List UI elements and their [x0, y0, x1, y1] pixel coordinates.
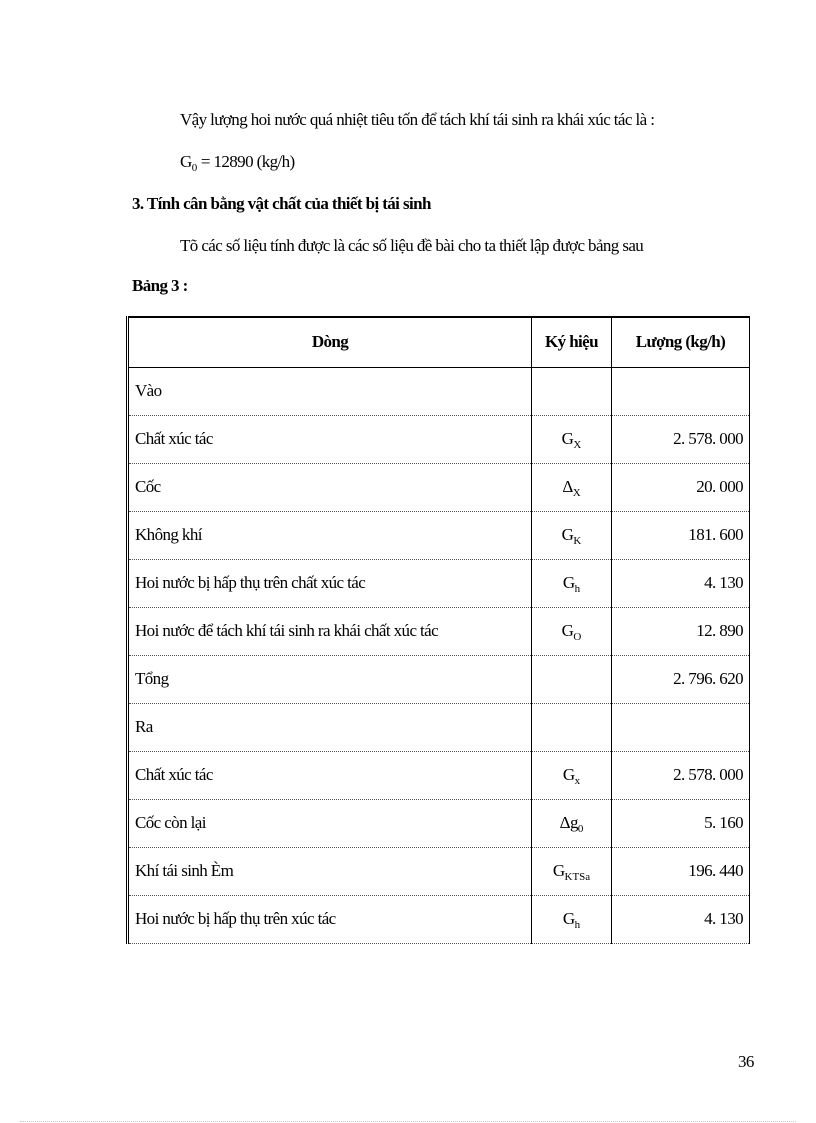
row-amount: [612, 367, 750, 415]
table-row: [128, 511, 750, 559]
section-heading: 3. Tính cân bằng vật chất của thiết bị tái sinh: [132, 194, 431, 213]
row-stream-name: Cốc: [128, 463, 532, 511]
table-row: [128, 895, 750, 943]
footer-rule: [20, 1121, 796, 1122]
row-stream-name: Chất xúc tác: [128, 751, 532, 799]
row-stream-name: Không khí: [128, 511, 532, 559]
table-row: [128, 367, 750, 415]
row-symbol: [532, 415, 612, 463]
row-symbol: [532, 847, 612, 895]
row-symbol: [532, 751, 612, 799]
table-row: [128, 559, 750, 607]
row-symbol: [532, 655, 612, 703]
table-header-row: [128, 317, 750, 367]
row-symbol: [532, 511, 612, 559]
table-row: [128, 463, 750, 511]
row-amount: 2. 578. 000: [612, 751, 750, 799]
row-amount: 4. 130: [612, 895, 750, 943]
row-symbol-main: G: [562, 909, 575, 928]
row-stream-name: Ra: [128, 703, 532, 751]
balance-table-container: [124, 314, 750, 960]
balance-table: [126, 316, 750, 944]
row-amount: 196. 440: [612, 847, 750, 895]
row-symbol-subscript: X: [572, 487, 581, 499]
header-amount: Lượng (kg/h): [612, 317, 750, 367]
row-symbol: [532, 895, 612, 943]
row-symbol-main: G: [561, 621, 574, 640]
row-amount: 181. 600: [612, 511, 750, 559]
formula: [180, 152, 295, 172]
row-stream-name: Hoi nước bị hấp thụ trên chất xúc tác: [128, 559, 532, 607]
row-amount: 20. 000: [612, 463, 750, 511]
row-stream-name: Tổng: [128, 655, 532, 703]
formula-rhs: = 12890 (kg/h): [200, 152, 295, 171]
table-row: [128, 607, 750, 655]
table-row: [128, 655, 750, 703]
row-amount: 2. 796. 620: [612, 655, 750, 703]
row-symbol: [532, 607, 612, 655]
row-stream-name: Cốc còn lại: [128, 799, 532, 847]
row-amount: 2. 578. 000: [612, 415, 750, 463]
row-stream-name: Hoi nước để tách khí tái sinh ra khái chất xúc tác: [128, 607, 532, 655]
row-symbol-subscript: x: [574, 775, 581, 787]
row-symbol: [532, 559, 612, 607]
row-stream-name: Khí tái sinh Èm: [128, 847, 532, 895]
table-row: [128, 751, 750, 799]
row-symbol-main: Δ: [562, 477, 573, 496]
row-symbol: [532, 367, 612, 415]
row-stream-name: Vào: [128, 367, 532, 415]
table-row: [128, 415, 750, 463]
row-symbol-main: G: [552, 861, 565, 880]
row-amount: 5. 160: [612, 799, 750, 847]
row-stream-name: Chất xúc tác: [128, 415, 532, 463]
intro-sentence: Vậy lượng hoi nước quá nhiệt tiêu tốn để tách khí tái sinh ra khái xúc tác là :: [180, 110, 655, 129]
row-symbol: [532, 703, 612, 751]
header-stream: Dòng: [128, 317, 532, 367]
row-amount: 4. 130: [612, 559, 750, 607]
row-symbol-main: Δg: [559, 813, 578, 832]
table-caption: Bảng 3 :: [132, 276, 188, 295]
header-symbol: Ký hiệu: [532, 317, 612, 367]
page-number: 36: [738, 1052, 754, 1071]
section-paragraph: Tõ các số liệu tính được là các số liệu đề bài cho ta thiết lập được bảng sau: [180, 236, 644, 255]
row-symbol-main: G: [561, 525, 574, 544]
table-row: [128, 847, 750, 895]
row-symbol: [532, 799, 612, 847]
formula-subscript: 0: [191, 162, 198, 174]
row-amount: [612, 703, 750, 751]
row-amount: 12. 890: [612, 607, 750, 655]
row-symbol-subscript: KTSa: [564, 871, 591, 883]
row-symbol-subscript: X: [573, 439, 582, 451]
formula-symbol: G: [180, 152, 192, 171]
table-row: [128, 703, 750, 751]
row-symbol: [532, 463, 612, 511]
row-symbol-subscript: h: [574, 583, 581, 595]
row-symbol-subscript: h: [574, 919, 581, 931]
row-symbol-subscript: 0: [577, 823, 584, 835]
table-row: [128, 799, 750, 847]
row-symbol-subscript: K: [573, 535, 582, 547]
row-symbol-main: G: [562, 765, 575, 784]
row-symbol-subscript: O: [573, 631, 582, 643]
row-symbol-main: G: [562, 573, 575, 592]
row-symbol-main: G: [561, 429, 574, 448]
row-stream-name: Hoi nước bị hấp thụ trên xúc tác: [128, 895, 532, 943]
